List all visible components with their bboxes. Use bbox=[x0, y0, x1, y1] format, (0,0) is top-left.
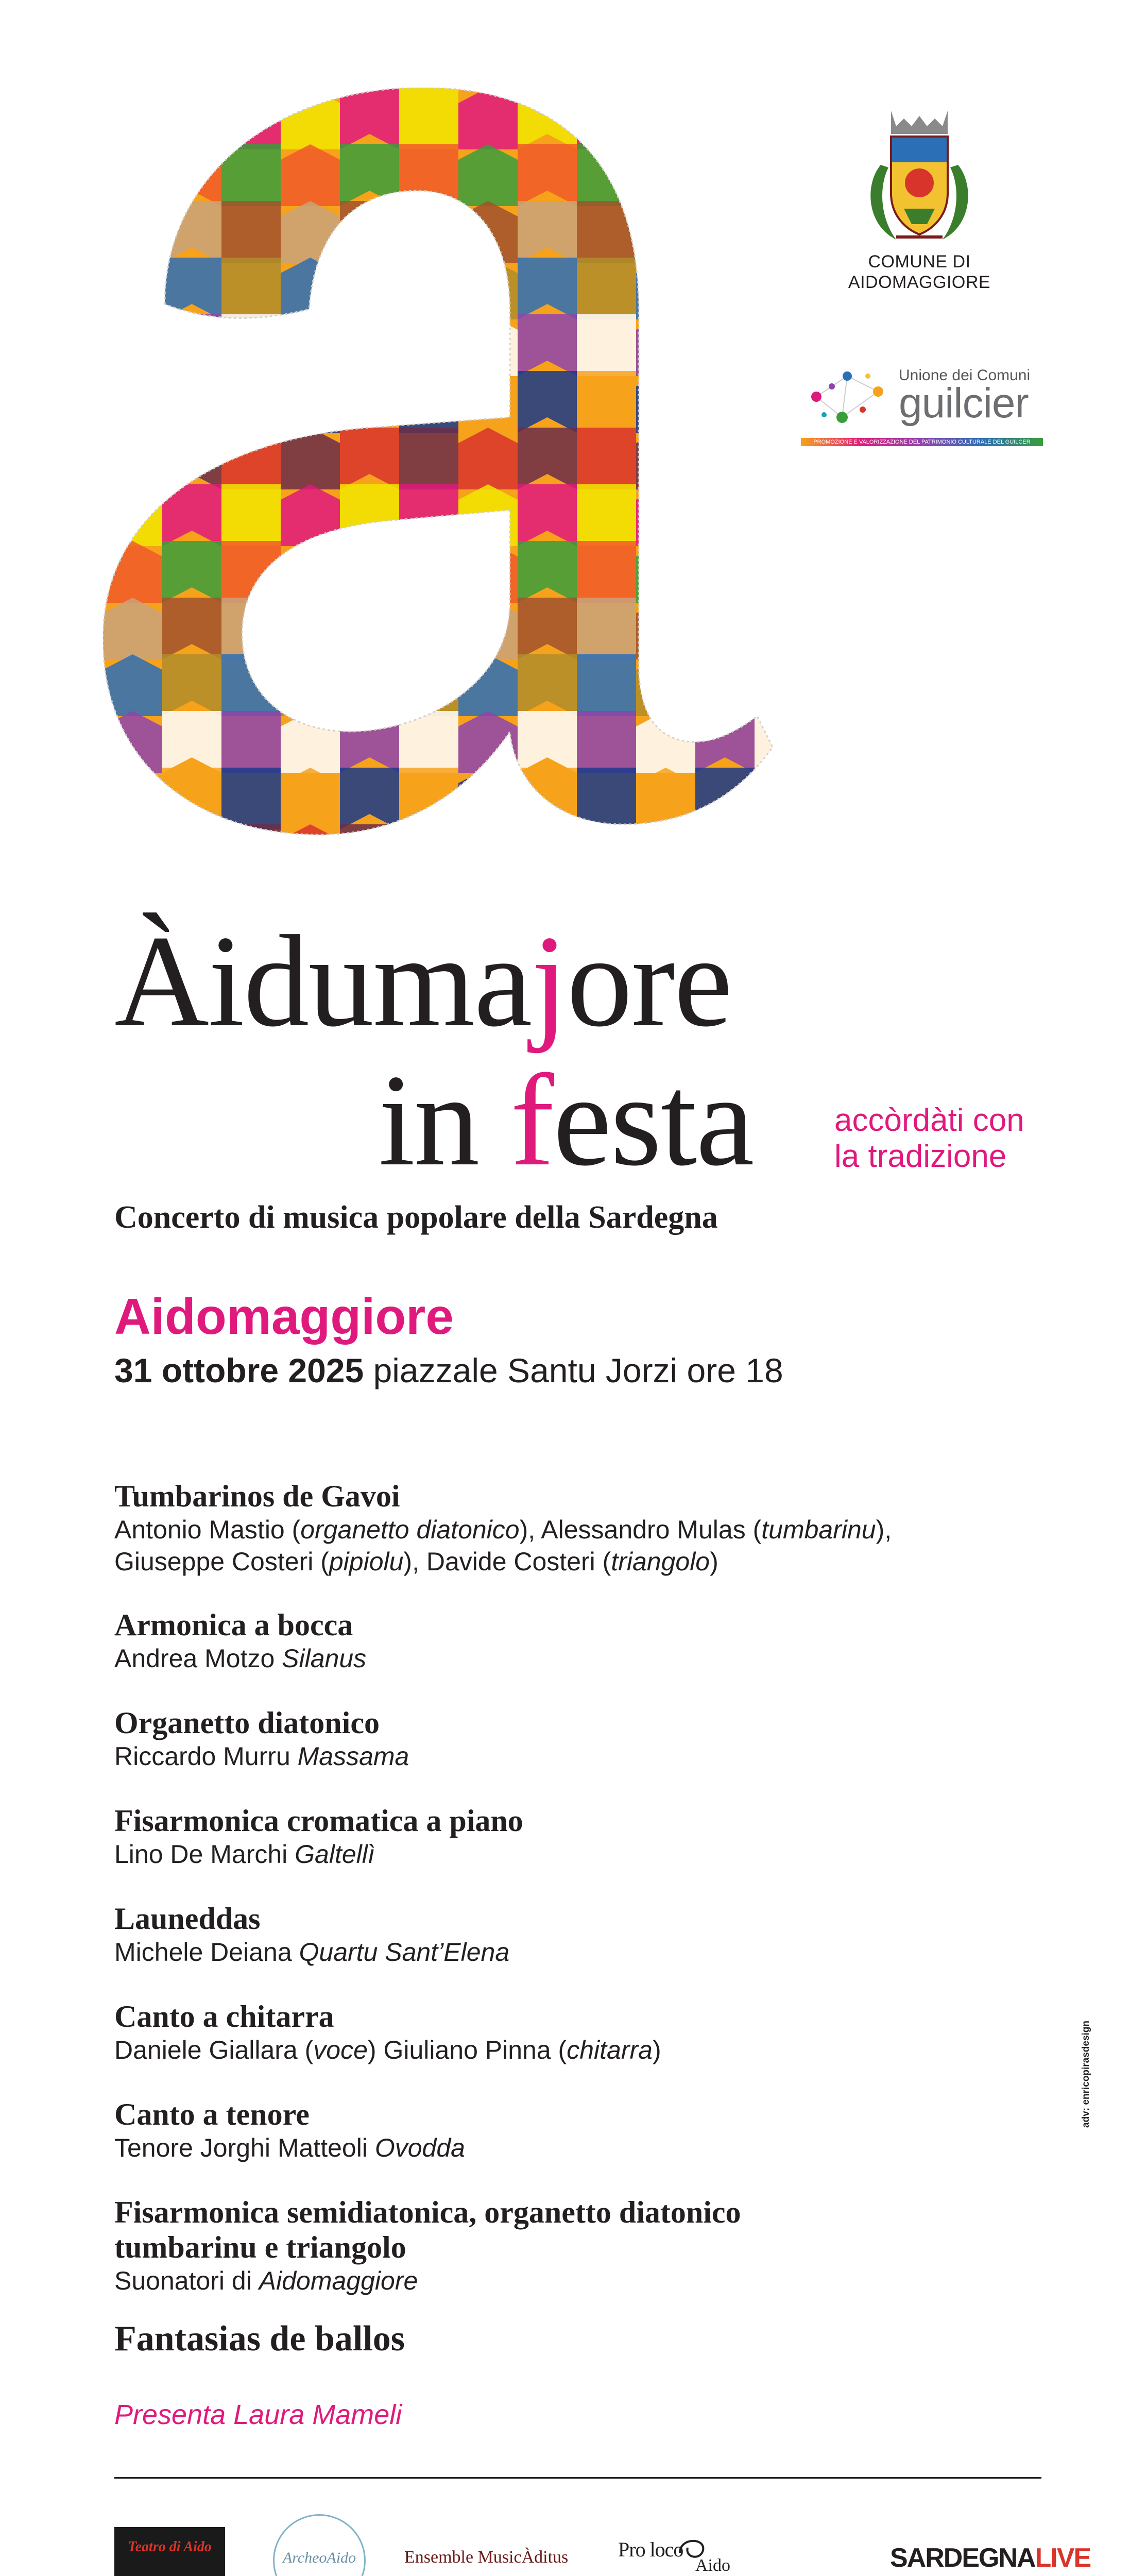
performer-text: ), Alessandro Mulas ( bbox=[519, 1515, 762, 1544]
program-item bbox=[114, 1803, 523, 1870]
mosaic-tile bbox=[755, 541, 809, 603]
mosaic-tile bbox=[755, 144, 809, 206]
unione-line1: Unione dei Comuni bbox=[899, 367, 1031, 384]
sponsor-teatro-label: Teatro di Aido bbox=[128, 2539, 212, 2555]
mosaic-tile bbox=[518, 824, 577, 886]
mosaic-tile bbox=[577, 711, 636, 773]
mosaic-tile bbox=[399, 711, 458, 773]
performer-detail: Aidomaggiore bbox=[259, 2266, 418, 2295]
proloco-swirl-icon bbox=[675, 2532, 711, 2563]
mosaic-tile bbox=[577, 654, 636, 716]
title-line-1-accent: j bbox=[531, 909, 567, 1054]
sponsor-ensemble-logo: Ensemble MusicÀditus bbox=[404, 2548, 569, 2567]
performer-text: Riccardo Murru bbox=[114, 1742, 298, 1771]
performer-detail: chitarra bbox=[567, 2036, 653, 2064]
program-item bbox=[114, 1607, 366, 1674]
mosaic-tile bbox=[103, 824, 162, 886]
program-item bbox=[114, 2195, 741, 2297]
comune-coat-of-arms bbox=[860, 106, 979, 250]
mosaic-tile bbox=[636, 598, 695, 659]
mosaic-tile bbox=[340, 371, 399, 433]
program-item-performers bbox=[114, 2034, 661, 2066]
mosaic-tile bbox=[103, 201, 162, 263]
mosaic-tile bbox=[636, 314, 695, 376]
mosaic-tile bbox=[577, 88, 636, 149]
mosaic-tile bbox=[162, 428, 221, 489]
mosaic-tile bbox=[162, 88, 221, 149]
mosaic-tile bbox=[695, 144, 755, 206]
comune-label bbox=[803, 251, 1035, 293]
sponsor-proloco-label: Pro loco bbox=[618, 2538, 683, 2561]
mosaic-tile bbox=[399, 824, 458, 886]
program-item-title: Launeddas bbox=[114, 1902, 261, 1936]
performer-text: Suonatori di bbox=[114, 2266, 259, 2295]
program-item bbox=[114, 1999, 661, 2066]
program-item-title: Organetto diatonico bbox=[114, 1706, 380, 1740]
performer-text: Tenore Jorghi Matteoli bbox=[114, 2133, 375, 2162]
mosaic-tile bbox=[103, 258, 162, 319]
title-line-1-a: Àiduma bbox=[114, 909, 532, 1054]
unione-name: guilcier bbox=[899, 380, 1029, 427]
mosaic-tile bbox=[755, 824, 809, 886]
comune-label-line2: AIDOMAGGIORE bbox=[848, 273, 991, 292]
mosaic-tile bbox=[162, 144, 221, 206]
event-date-line bbox=[114, 1350, 783, 1391]
performer-text: Andrea Motzo bbox=[114, 1644, 282, 1673]
mosaic-tile bbox=[695, 88, 755, 149]
mosaic-tile bbox=[755, 201, 809, 263]
mosaic-tile bbox=[340, 314, 399, 376]
mosaic-tile bbox=[755, 598, 809, 659]
network-dots-icon bbox=[801, 361, 899, 438]
mosaic-tile bbox=[695, 598, 755, 659]
mosaic-tile bbox=[577, 824, 636, 886]
mosaic-tile bbox=[695, 428, 755, 489]
mosaic-tile bbox=[577, 428, 636, 489]
mosaic-tile bbox=[399, 768, 458, 829]
tagline bbox=[834, 1103, 1123, 1175]
performer-text: ) bbox=[652, 2036, 661, 2064]
mosaic-tile bbox=[755, 88, 809, 149]
mosaic-tile bbox=[340, 598, 399, 659]
mosaic-tile bbox=[636, 201, 695, 263]
performer-detail: triangolo bbox=[611, 1547, 710, 1576]
program-item-performers bbox=[114, 2132, 465, 2164]
mosaic-tile bbox=[636, 428, 695, 489]
event-details: piazzale Santu Jorzi ore 18 bbox=[373, 1351, 783, 1389]
mosaic-tile bbox=[221, 314, 281, 376]
design-credit: adv: enricopirasdesign bbox=[1081, 2020, 1091, 2128]
title-line-2-a: in bbox=[379, 1048, 511, 1193]
mosaic-tile bbox=[103, 144, 162, 206]
program-item-title: Fisarmonica cromatica a piano bbox=[114, 1804, 523, 1838]
mosaic-tile bbox=[221, 654, 281, 716]
mosaic-tile bbox=[636, 824, 695, 886]
program-item-title: Fisarmonica semidiatonica, organetto diatonico bbox=[114, 2195, 741, 2229]
program-item-performers bbox=[114, 1514, 892, 1546]
title-line-1-b: ore bbox=[567, 909, 731, 1054]
program-item-performers bbox=[114, 1838, 523, 1870]
mosaic-tile bbox=[340, 258, 399, 319]
mosaic-tile bbox=[221, 88, 281, 149]
performer-text: Michele Deiana bbox=[114, 1938, 299, 1967]
mosaic-tile bbox=[399, 484, 458, 546]
mosaic-tile bbox=[281, 371, 340, 433]
mosaic-tile bbox=[399, 598, 458, 659]
performer-text: ) Giuliano Pinna ( bbox=[367, 2036, 567, 2064]
performer-text: Lino De Marchi bbox=[114, 1840, 295, 1869]
mosaic-tile bbox=[221, 711, 281, 773]
program-item-performers bbox=[114, 1546, 892, 1578]
mosaic-tile bbox=[636, 88, 695, 149]
mosaic-tile bbox=[399, 654, 458, 716]
mosaic-tile bbox=[340, 484, 399, 546]
mosaic-tile bbox=[340, 541, 399, 603]
sponsor-teatro-logo bbox=[114, 2527, 225, 2576]
tagline-line2: la tradizione bbox=[834, 1139, 1007, 1174]
mosaic-tile bbox=[577, 371, 636, 433]
mosaic-tile bbox=[577, 484, 636, 546]
mosaic-tile bbox=[221, 144, 281, 206]
mosaic-tile bbox=[103, 768, 162, 829]
mosaic-tile bbox=[458, 598, 518, 659]
mosaic-tile bbox=[695, 484, 755, 546]
performer-text: ) bbox=[710, 1547, 718, 1576]
mosaic-tile bbox=[636, 654, 695, 716]
program-item-title: Canto a tenore bbox=[114, 2097, 310, 2131]
performer-detail: voce bbox=[313, 2036, 368, 2064]
event-date: 31 ottobre 2025 bbox=[114, 1351, 364, 1389]
mosaic-tile bbox=[221, 201, 281, 263]
mosaic-tile bbox=[755, 711, 809, 773]
mosaic-tile bbox=[103, 88, 162, 149]
mosaic-tile bbox=[340, 654, 399, 716]
program-item-title: Armonica a bocca bbox=[114, 1608, 353, 1642]
mosaic-tile bbox=[458, 824, 518, 886]
sponsor-sardegnalive-logo bbox=[890, 2543, 1090, 2573]
sponsor-proloco-logo bbox=[618, 2527, 757, 2576]
mosaic-tile bbox=[577, 314, 636, 376]
mosaic-tile bbox=[399, 201, 458, 263]
mosaic-tile bbox=[162, 768, 221, 829]
mosaic-tile bbox=[577, 541, 636, 603]
mosaic-tile bbox=[577, 768, 636, 829]
mosaic-tile bbox=[755, 484, 809, 546]
comune-label-line1: COMUNE DI bbox=[868, 252, 971, 272]
mosaic-tile bbox=[695, 201, 755, 263]
mosaic-tile bbox=[695, 768, 755, 829]
performer-text: ), Davide Costeri ( bbox=[403, 1547, 611, 1576]
mosaic-tile bbox=[281, 88, 340, 149]
mosaic-tile bbox=[458, 371, 518, 433]
mosaic-tile bbox=[399, 314, 458, 376]
title-line-2-accent: f bbox=[510, 1048, 554, 1193]
mosaic-tile bbox=[221, 258, 281, 319]
mosaic-tile bbox=[695, 824, 755, 886]
performer-detail: pipiolu bbox=[329, 1547, 404, 1576]
performer-detail: Quartu Sant’Elena bbox=[299, 1938, 510, 1967]
performer-detail: Ovodda bbox=[374, 2133, 465, 2162]
mosaic-tile bbox=[162, 314, 221, 376]
mosaic-tile bbox=[577, 598, 636, 659]
program-item bbox=[114, 1705, 409, 1772]
program-item-performers bbox=[114, 2265, 741, 2297]
performer-detail: organetto diatonico bbox=[300, 1515, 520, 1544]
mosaic-tile bbox=[636, 258, 695, 319]
mosaic-tile bbox=[636, 144, 695, 206]
program-item-title-cont: tumbarinu e triangolo bbox=[114, 2230, 406, 2264]
tagline-line1: accòrdàti con bbox=[834, 1103, 1024, 1138]
mosaic-tile bbox=[518, 768, 577, 829]
presenter: Presenta Laura Mameli bbox=[114, 2399, 402, 2430]
mosaic-tile bbox=[458, 314, 518, 376]
mosaic-tile bbox=[162, 824, 221, 886]
mosaic-tile bbox=[221, 824, 281, 886]
mosaic-tile bbox=[399, 88, 458, 149]
mosaic-tile bbox=[636, 371, 695, 433]
mosaic-tile bbox=[458, 541, 518, 603]
mosaic-tile bbox=[221, 484, 281, 546]
performer-text: ), bbox=[876, 1515, 892, 1544]
program-item bbox=[114, 1479, 892, 1578]
program-finale: Fantasias de ballos bbox=[114, 2319, 405, 2359]
unione-footer: PROMOZIONE E VALORIZZAZIONE DEL PATRIMONIO CULTURALE DEL GUILCER bbox=[813, 439, 1031, 445]
performer-text: Antonio Mastio ( bbox=[114, 1515, 301, 1544]
mosaic-tile bbox=[221, 541, 281, 603]
mosaic-tile bbox=[577, 144, 636, 206]
mosaic-tile bbox=[755, 768, 809, 829]
mosaic-tile bbox=[281, 541, 340, 603]
mosaic-tile bbox=[695, 371, 755, 433]
performer-detail: Silanus bbox=[282, 1644, 367, 1673]
sponsor-proloco-aido: Aido bbox=[695, 2556, 730, 2575]
program-item-performers bbox=[114, 1642, 366, 1674]
program-item-performers bbox=[114, 1740, 409, 1772]
mosaic-tile bbox=[340, 201, 399, 263]
program-item-title: Tumbarinos de Gavoi bbox=[114, 1479, 400, 1513]
mosaic-tile bbox=[281, 654, 340, 716]
title-line-2-b: esta bbox=[553, 1048, 754, 1193]
mosaic-tile bbox=[695, 314, 755, 376]
mosaic-tile bbox=[221, 371, 281, 433]
mosaic-tile bbox=[399, 258, 458, 319]
mosaic-tile bbox=[636, 484, 695, 546]
mosaic-tile bbox=[162, 371, 221, 433]
program-item bbox=[114, 2097, 465, 2164]
mosaic-tile bbox=[221, 428, 281, 489]
mosaic-tile bbox=[103, 428, 162, 489]
sponsor-sardegnalive-b: LIVE bbox=[1035, 2543, 1091, 2573]
performer-detail: Galtellì bbox=[295, 1840, 375, 1869]
mosaic-tile bbox=[755, 258, 809, 319]
event-place: Aidomaggiore bbox=[114, 1288, 454, 1345]
unione-comuni-logo bbox=[801, 355, 1043, 469]
subtitle: Concerto di musica popolare della Sardegna bbox=[114, 1200, 718, 1235]
program-item bbox=[114, 1901, 509, 1968]
mosaic-tile bbox=[399, 428, 458, 489]
sponsor-archeoaido-label: ArcheoAido bbox=[282, 2549, 356, 2566]
program-item-performers bbox=[114, 1936, 509, 1968]
mosaic-tile bbox=[399, 541, 458, 603]
mosaic-tile bbox=[577, 201, 636, 263]
mosaic-tile bbox=[281, 598, 340, 659]
mosaic-tile bbox=[103, 371, 162, 433]
performer-detail: Massama bbox=[297, 1742, 409, 1771]
mosaic-tile bbox=[281, 314, 340, 376]
title-line-2 bbox=[379, 1048, 754, 1193]
mosaic-tile bbox=[103, 484, 162, 546]
mosaic-tile bbox=[755, 654, 809, 716]
mosaic-tile bbox=[103, 314, 162, 376]
performer-text: Giuseppe Costeri ( bbox=[114, 1547, 329, 1576]
performer-detail: tumbarinu bbox=[761, 1515, 876, 1544]
festival-letter-a-logo bbox=[103, 88, 809, 891]
mosaic-tile bbox=[577, 258, 636, 319]
sponsor-archeoaido-logo bbox=[273, 2514, 366, 2576]
mosaic-tile bbox=[695, 654, 755, 716]
mosaic-tile bbox=[695, 258, 755, 319]
footer-divider bbox=[114, 2477, 1041, 2479]
mosaic-tile bbox=[221, 598, 281, 659]
sponsor-sardegnalive-a: SARDEGNA bbox=[890, 2543, 1035, 2573]
mosaic-tile bbox=[695, 541, 755, 603]
program-item-title: Canto a chitarra bbox=[114, 1999, 334, 2033]
title-line-1 bbox=[114, 909, 731, 1054]
performer-text: Daniele Giallara ( bbox=[114, 2036, 314, 2064]
mosaic-tile bbox=[636, 541, 695, 603]
